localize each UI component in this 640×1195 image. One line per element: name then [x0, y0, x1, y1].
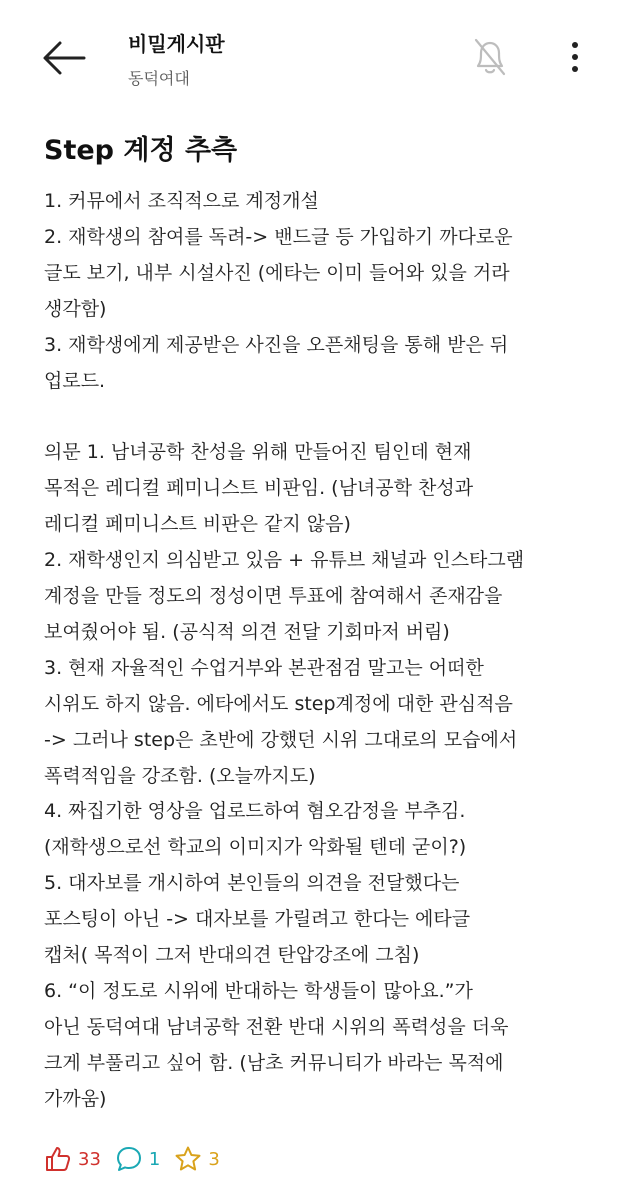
comment-bubble-icon — [115, 1145, 143, 1173]
star-icon — [174, 1145, 202, 1173]
back-button[interactable] — [40, 38, 86, 78]
school-name: 동덕여대 — [128, 69, 190, 88]
scrap-button[interactable] — [174, 1145, 219, 1173]
back-arrow-icon — [40, 38, 86, 78]
post-title: Step 계정 추측 — [44, 135, 238, 166]
notification-toggle-button[interactable] — [470, 36, 510, 78]
bell-off-icon — [470, 36, 510, 78]
like-count: 33 — [78, 1148, 101, 1170]
comment-count: 1 — [148, 1148, 161, 1170]
like-button[interactable] — [44, 1145, 101, 1173]
post-body: 1. 커뮤에서 조직적으로 계정개설 2. 재학생의 참여를 독려-> 밴드글 등 가입하기 까다로운 글도 보기, 내부 시설사진 (에타는 이미 들어와 있을 거라 생각함) 3. 재학생에게 제공받은 사진을 오픈채팅을 통해 받은 뒤 업로드. 의문 1. 남녀공학 찬성을 위해 만들어진 팀인데 현재 목적은 레디컬 페미니스트 비판임. (남녀공학 찬성과 레디컬 페미니스트 비판은 같지 않음) 2. 재학생인지 의심받고 있음 + 유튜브 채널과 인스타그램 계정을 만들 정도의 정성이면 투표에 참여해서 존재감을 보여줬어야 됨. (공식적 의견 전달 기회마저 버림) 3. 현재 자율적인 수업거부와 본관점검 말고는 어떠한 시위도 하지 않음. 에타에서도 step계정에 대한 관심적음 -> 그러나 step은 초반에 강했던 시위 그대로의 모습에서 폭력적임을 강조함. (오늘까지도) 4. 짜집기한 영상을 업로드하여 혐오감정을 부추김. (재학생으로선 학교의 이미지가 악화될 텐데 굳이?) 5. 대자보를 개시하여 본인들의 의견을 전달했다는 포스팅이 아닌 -> 대자보를 가릴려고 한다는 에타글 캡처( 목적이 그저 반대의견 탄압강조에 그침) 6. “이 정도로 시위에 반대하는 학생들이 많아요.”가 아닌 동덕여대 남녀공학 전환 반대 시위의 폭력성을 더욱 크게 부풀리고 싶어 함. (남초 커뮤니티가 바라는 목적에 가까움) — [44, 190, 525, 1110]
thumbs-up-icon — [44, 1145, 72, 1173]
post-actions — [44, 1144, 234, 1174]
header — [0, 0, 640, 110]
more-vertical-icon — [560, 40, 590, 76]
scrap-count: 3 — [208, 1148, 220, 1170]
board-title: 비밀게시판 — [128, 32, 225, 56]
comment-button[interactable] — [115, 1145, 160, 1173]
more-options-button[interactable] — [560, 40, 590, 76]
